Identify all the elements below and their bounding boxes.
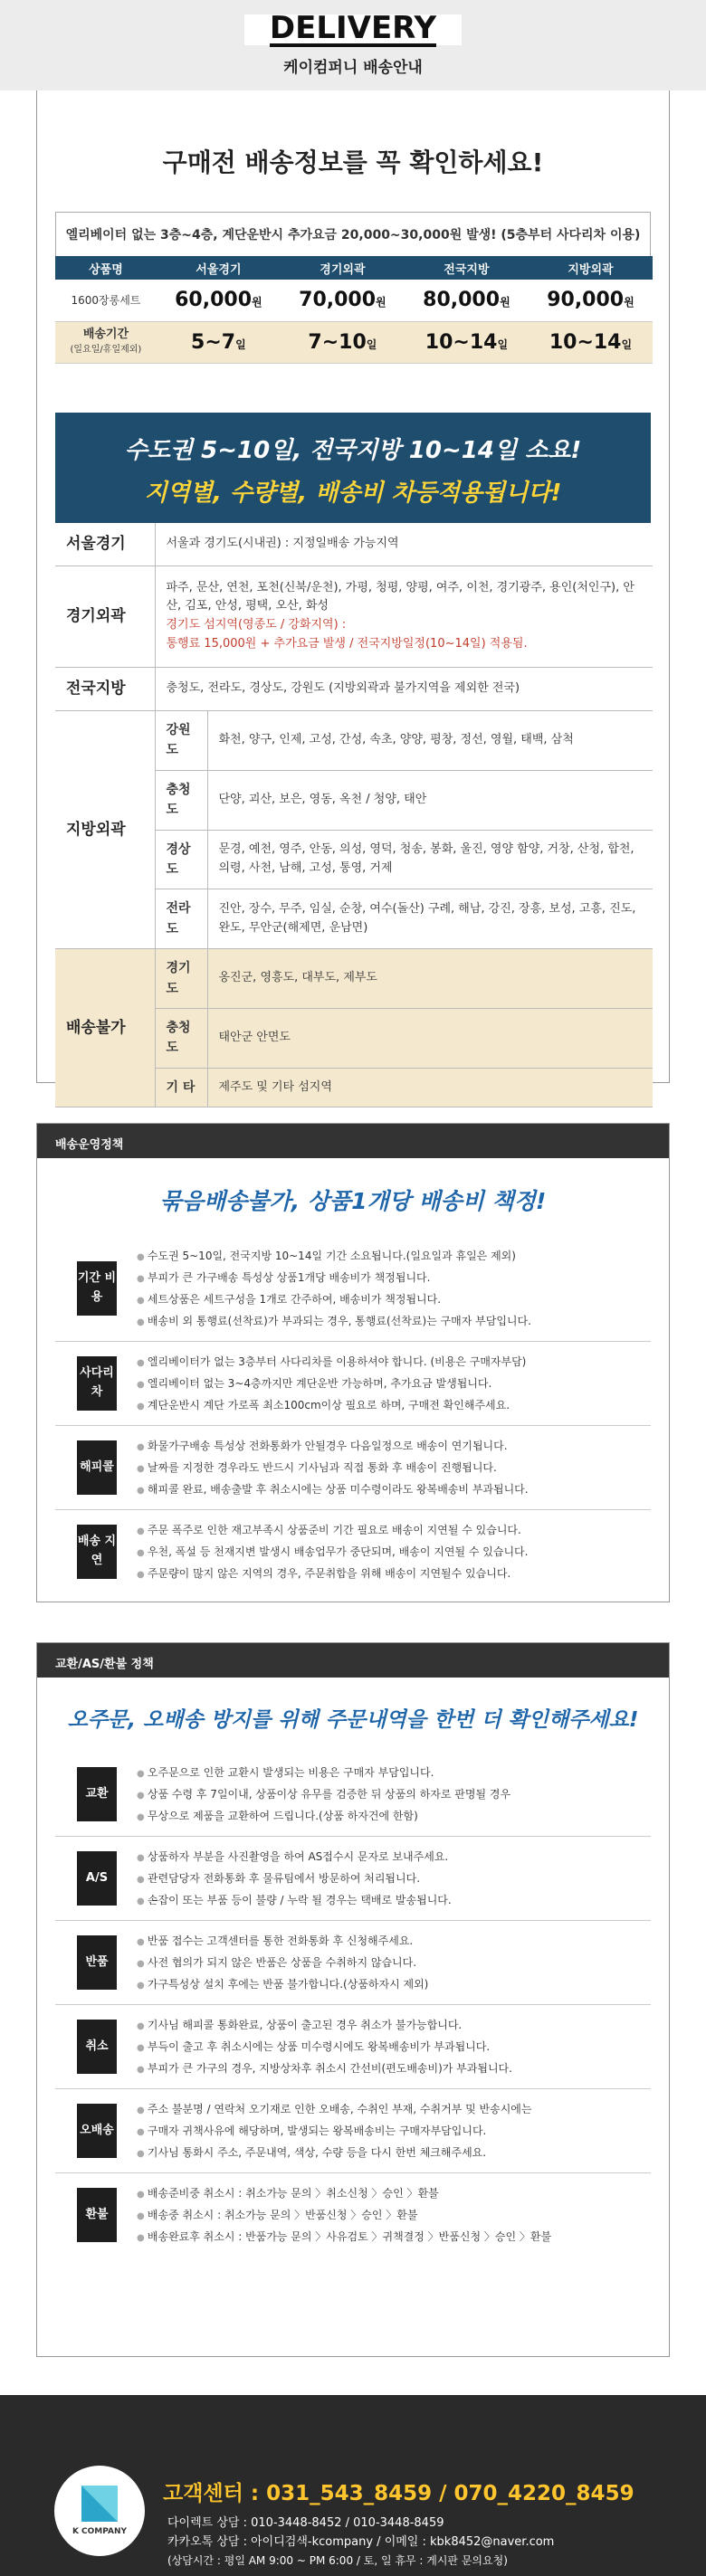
product-name: 1600장롱세트 (55, 280, 157, 321)
exchange-line: ● 배송중 취소시 : 취소가능 문의 〉반품신청 〉승인 〉환불 (137, 2204, 551, 2226)
policy-line: ● 엘리베이터가 없는 3층부터 사다리차를 이용하셔야 합니다. (비용은 구매자부담) (137, 1351, 526, 1373)
policy-section (36, 1123, 670, 1602)
region-text: 서울과 경기도(시내권) : 지정일배송 가능지역 (155, 523, 653, 566)
col-seoul: 서울경기 (157, 256, 281, 280)
sub-region-label: 강원도 (155, 711, 207, 771)
policy-item (55, 1236, 651, 1342)
sub-region-text: 제주도 및 기타 섬지역 (207, 1068, 653, 1107)
policy-line: ● 세트상품은 세트구성을 1개로 간주하여, 배송비가 책정됩니다. (137, 1288, 531, 1310)
direct-contact: 다이렉트 상담 : 010-3448-8452 / 010-3448-8459 (167, 2516, 444, 2530)
exchange-line: ● 기사님 통화시 주소, 주문내역, 색상, 수량 등을 다시 한번 체크해주세요. (137, 2142, 531, 2163)
region-row-gyeonggi (55, 566, 653, 667)
exchange-line: ● 상품 수령 후 7일이내, 상품이상 유무를 검증한 뒤 상품의 하자로 판명될 경우 (137, 1783, 510, 1805)
price-cell: 80,000원 (405, 280, 529, 321)
consult-hours: (상담시간 : 평일 AM 9:00 ~ PM 6:00 / 토, 일 휴무 : 게시판 문의요청) (167, 2553, 508, 2567)
exchange-line: ● 부득이 출고 후 취소시에는 상품 미수령시에도 왕복배송비가 부과됩니다. (137, 2036, 512, 2058)
exchange-line: ● 손잡이 또는 부품 등이 불량 / 누락 될 경우는 택배로 발송됩니다. (137, 1889, 452, 1911)
delivery-info-frame (36, 90, 670, 1095)
period-label: 배송기간 (일요일/휴일제외) (55, 321, 157, 363)
banner-line1: 수도권 5~10일, 전국지방 10~14일 소요! (124, 436, 582, 464)
price-row (55, 280, 653, 321)
price-cell: 70,000원 (281, 280, 405, 321)
policy-lines (137, 1435, 529, 1500)
policy-lines (137, 1519, 528, 1584)
exchange-tag: 환불 (77, 2188, 117, 2242)
header (0, 0, 706, 90)
region-label: 서울경기 (55, 523, 155, 566)
exchange-line: ● 반품 접수는 고객센터를 통한 전화통화 후 신청해주세요. (137, 1930, 428, 1952)
policy-line: ● 주문 폭주로 인한 재고부족시 상품준비 기간 필요로 배송이 지연될 수 있습니다. (137, 1519, 528, 1541)
exchange-line: ● 관련담당자 전화통화 후 물류팀에서 방문하여 처리됩니다. (137, 1868, 452, 1889)
sub-region-text: 옹진군, 영흥도, 대부도, 제부도 (207, 949, 653, 1009)
exchange-lines (137, 1930, 428, 1995)
exchange-lines (137, 1846, 452, 1911)
policy-tag: 배송 지연 (77, 1525, 117, 1579)
policy-line: ● 엘리베이터 없는 3~4층까지만 계단운반 가능하며, 추가요금 발생됩니다. (137, 1373, 526, 1394)
col-product: 상품명 (55, 256, 157, 280)
policy-line: ● 수도권 5~10일, 전국지방 10~14일 기간 소요됩니다.(일요일과 휴일은 제외) (137, 1245, 531, 1267)
price-cell: 90,000원 (529, 280, 653, 321)
exchange-tag: 반품 (77, 1935, 117, 1990)
customer-center-tel: 고객센터 : 031_543_8459 / 070_4220_8459 (163, 2482, 634, 2505)
exchange-line: ● 가구특성상 설치 후에는 반품 불가합니다.(상품하자시 제외) (137, 1973, 428, 1995)
policy-line: ● 배송비 외 통행료(선착료)가 부과되는 경우, 통행료(선착료)는 구매자 부담입니다. (137, 1310, 531, 1332)
exchange-line: ● 배송준비중 취소시 : 취소가능 문의 〉취소신청 〉승인 〉환불 (137, 2182, 551, 2204)
contact-lines (167, 2514, 554, 2570)
exchange-tag: 교환 (77, 1767, 117, 1821)
sub-region-label: 충청도 (155, 1008, 207, 1068)
sub-region-text: 진안, 장수, 무주, 임실, 순창, 여수(돌산) 구례, 해남, 강진, 장흥, 보성, 고흥, 진도, 완도, 무안군(해제면, 운남면) (207, 889, 653, 949)
region-label: 경기외곽 (55, 566, 155, 667)
period-cell: 10~14일 (405, 321, 529, 363)
policy-line: ● 날짜를 지정한 경우라도 반드시 기사님과 직접 통화 후 배송이 진행됩니다. (137, 1457, 529, 1478)
region-table (55, 523, 653, 1108)
exchange-section (36, 1642, 670, 2357)
exchange-bar: 교환/AS/환불 정책 (37, 1643, 669, 1678)
exchange-tag: 오배송 (77, 2104, 117, 2158)
exchange-line: ● 오주문으로 인한 교환시 발생되는 비용은 구매자 부담입니다. (137, 1762, 510, 1783)
exchange-tag: A/S (77, 1851, 117, 1906)
exchange-item (55, 1837, 651, 1921)
price-cell: 60,000원 (157, 280, 281, 321)
policy-tag: 해피콜 (77, 1440, 117, 1495)
price-table-header (55, 256, 653, 280)
policy-line: ● 계단운반시 계단 가로폭 최소100cm이상 필요로 하며, 구매전 확인해주세요. (137, 1394, 526, 1416)
policy-line: ● 주문량이 많지 않은 지역의 경우, 주문취합을 위해 배송이 지연될수 있습니다. (137, 1563, 528, 1584)
sub-region-text: 태안군 안면도 (207, 1008, 653, 1068)
sub-region-text: 단양, 괴산, 보은, 영동, 옥천 / 청양, 태안 (207, 770, 653, 830)
exchange-item (55, 2005, 651, 2089)
policy-item (55, 1510, 651, 1593)
region-text: 충청도, 전라도, 경상도, 강원도 (지방외곽과 불가지역을 제외한 전국) (155, 667, 653, 710)
policy-bar: 배송운영정책 (37, 1124, 669, 1158)
exchange-item (55, 1753, 651, 1837)
region-city-list: 파주, 문산, 연천, 포천(신북/운천), 가평, 청평, 양평, 여주, 이천, 경기광주, 용인(처인구), 안산, 김포, 안성, 평택, 오산, 화성 (166, 580, 634, 613)
region-label: 배송불가 (55, 949, 155, 1107)
policy-item (55, 1426, 651, 1510)
exchange-item (55, 2173, 651, 2257)
delivery-logo (244, 9, 462, 46)
sub-region-label: 기 타 (155, 1068, 207, 1107)
logo-text: DELIVERY (269, 9, 437, 46)
exchange-lines (137, 2098, 531, 2163)
region-row-seoul (55, 523, 653, 566)
sub-region-label: 전라도 (155, 889, 207, 949)
exchange-item (55, 2089, 651, 2173)
region-label: 지방외곽 (55, 711, 155, 949)
exchange-lines (137, 1762, 510, 1827)
exchange-item (55, 1921, 651, 2005)
region-row-outer (55, 711, 653, 771)
sub-region-label: 충청도 (155, 770, 207, 830)
period-cell: 10~14일 (529, 321, 653, 363)
kakao-contact: 카카오톡 상담 : 아이디검색-kcompany / 이메일 : kbk8452@naver.com (167, 2534, 555, 2549)
policy-lines (137, 1351, 526, 1416)
exchange-line: ● 기사님 해피콜 통화완료, 상품이 출고된 경우 취소가 불가능합니다. (137, 2014, 512, 2036)
policy-line: ● 우천, 폭설 등 천재지변 발생시 배송업무가 중단되며, 배송이 지연될 수 있습니다. (137, 1541, 528, 1563)
island-note: 경기도 섬지역(영종도 / 강화지역) : (166, 618, 347, 632)
exchange-line: ● 무상으로 제품을 교환하여 드립니다.(상품 하자건에 한함) (137, 1805, 510, 1827)
policy-title: 묶음배송불가, 상품1개당 배송비 책정! (159, 1188, 547, 1214)
policy-tag: 기간 비용 (77, 1261, 117, 1316)
price-table (55, 256, 653, 364)
policy-tag: 사다리차 (77, 1356, 117, 1411)
policy-line: ● 해피콜 완료, 배송출발 후 취소시에는 상품 미수령이라도 왕복배송비 부과됩니다. (137, 1478, 529, 1500)
stairs-notice: 엘리베이터 없는 3층~4층, 계단운반시 추가요금 20,000~30,000원 발생! (5층부터 사다리차 이용) (55, 212, 651, 256)
island-fee-note: 통행료 15,000원 + 추가요금 발생 / 전국지방일정(10~14일) 적용됨. (166, 637, 528, 651)
k-logo-icon (81, 2486, 118, 2522)
exchange-lines (137, 2182, 551, 2248)
period-cell: 5~7일 (157, 321, 281, 363)
policy-item (55, 1342, 651, 1426)
region-row-unavailable (55, 949, 653, 1009)
region-row-national (55, 667, 653, 710)
period-row (55, 321, 653, 363)
col-national: 전국지방 (405, 256, 529, 280)
footer (0, 2395, 706, 2576)
exchange-line: ● 주소 불분명 / 연락처 오기재로 인한 오배송, 수취인 부재, 수취거부 및 반송시에는 (137, 2098, 531, 2120)
sub-region-text: 화천, 양구, 인제, 고성, 간성, 속초, 양양, 평창, 정선, 영월, 태백, 삼척 (207, 711, 653, 771)
col-gyeonggi: 경기외곽 (281, 256, 405, 280)
banner-line2: 지역별, 수량별, 배송비 차등적용됩니다! (144, 479, 562, 507)
col-outer: 지방외곽 (529, 256, 653, 280)
exchange-line: ● 상품하자 부분을 사진촬영을 하여 AS접수시 문자로 보내주세요. (137, 1846, 452, 1868)
period-cell: 7~10일 (281, 321, 405, 363)
k-company-logo (54, 2466, 145, 2556)
region-label: 전국지방 (55, 667, 155, 710)
sub-region-label: 경상도 (155, 830, 207, 889)
exchange-line: ● 사전 협의가 되지 않은 반품은 상품을 수취하지 않습니다. (137, 1952, 428, 1973)
delivery-period-banner (55, 413, 651, 523)
policy-lines (137, 1245, 531, 1332)
exchange-line: ● 구매자 귀책사유에 해당하며, 발생되는 왕복배송비는 구매자부담입니다. (137, 2120, 531, 2142)
exchange-lines (137, 2014, 512, 2079)
exchange-line: ● 부피가 큰 가구의 경우, 지방상차후 취소시 간선비(편도배송비)가 부과됩니다. (137, 2058, 512, 2079)
exchange-tag: 취소 (77, 2020, 117, 2074)
intro-title: 구매전 배송정보를 꼭 확인하세요! (162, 147, 544, 177)
exchange-title: 오주문, 오배송 방지를 위해 주문내역을 한번 더 확인해주세요! (67, 1708, 639, 1732)
exchange-line: ● 배송완료후 취소시 : 반품가능 문의 〉사유검토 〉귀책결정 〉반품신청 〉승인 〉환불 (137, 2226, 551, 2248)
logo-text: K COMPANY (72, 2527, 128, 2536)
policy-line: ● 부피가 큰 가구배송 특성상 상품1개당 배송비가 책정됩니다. (137, 1267, 531, 1288)
sub-region-text: 문경, 예천, 영주, 안동, 의성, 영덕, 청송, 봉화, 울진, 영양 함양, 거창, 산청, 합천, 의령, 사천, 남해, 고성, 통영, 거제 (207, 830, 653, 889)
header-subtitle: 케이컴퍼니 배송안내 (283, 58, 423, 77)
region-text (155, 566, 653, 667)
sub-region-label: 경기도 (155, 949, 207, 1009)
policy-line: ● 화물가구배송 특성상 전화통화가 안될경우 다음일정으로 배송이 연기됩니다. (137, 1435, 529, 1457)
